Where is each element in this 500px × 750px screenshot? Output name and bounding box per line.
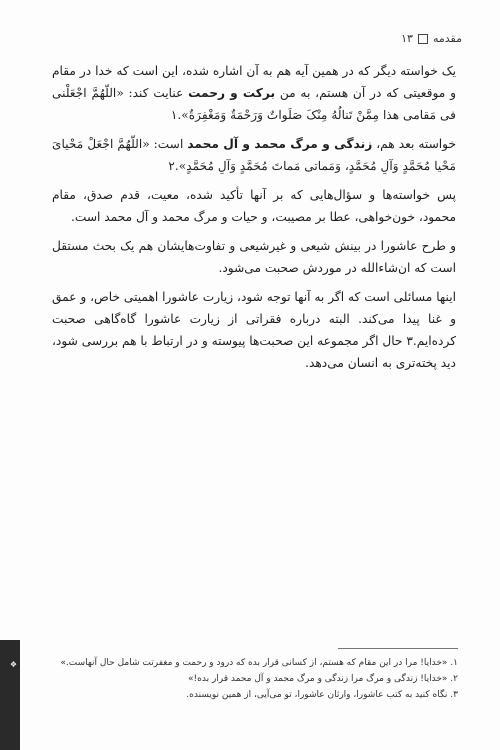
paragraph-5-text: اینها مسائلی است که اگر به آنها توجه شود، زیارت عاشورا اهمیتی خاص، و عمق و غنا پیدا می‌کند. البته درباره فقراتی از زیارت عاشورا گاه‌گاهی صحبت کرده‌ایم.۳ حال اگر مجموعه این صحبت‌ها پیوسته و در ارتباط با هم بررسی شود، دید پخته‌تری به انسان می‌دهد.	[52, 290, 456, 370]
header-square-marker	[418, 34, 428, 44]
publisher-logo-icon: ❖	[9, 660, 18, 669]
paragraph-3	[52, 184, 456, 228]
chapter-title: مقدمه	[432, 32, 462, 45]
paragraph-2-text-a: خواسته بعد هم،	[372, 137, 456, 151]
footnote-3: ۳. نگاه کنید به کتب عاشورا، وارثان عاشورا، تو می‌آیی، از همین نویسنده.	[186, 690, 458, 700]
paragraph-3-text: پس خواسته‌ها و سؤال‌هایی که بر آنها تأکید شده، معیت، قدم صدق، مقام محمود، خون‌خواهی، عطا بر مصیبت، و حیات و مرگ محمد و آل محمد است.	[52, 188, 456, 224]
body-text	[52, 60, 456, 381]
paragraph-1-text-b: عنایت کند: «اللّهُمَّ اجْعَلْنی فی مَقامی هذا مِمَّنْ تَنالُهُ مِنْکَ صَلَواتٌ وَرَحْمَةٌ وَمَغْفِرَةٌ».۱	[52, 86, 456, 122]
paragraph-2-text-b: است: «اللّهُمَّ اجْعَلْ مَحْیایَ مَحْیا مُحَمَّدٍ وَآلِ مُحَمَّدٍ، وَمَماتی مَماتَ مُحَمَّدٍ وَآلِ مُحَمَّدٍ».۲	[52, 137, 456, 173]
paragraph-1	[52, 60, 456, 126]
page-header	[401, 32, 462, 45]
paragraph-4	[52, 235, 456, 279]
footnotes	[40, 648, 458, 703]
footnote-1: ۱. «خدایا! مرا در این مقام که هستم، از کسانی قرار بده که درود و رحمت و مغفرتت شامل حال آنهاست.»	[60, 658, 458, 668]
paragraph-2-bold: زندگی و مرگ محمد و آل محمد	[187, 137, 373, 151]
paragraph-5	[52, 286, 456, 374]
page-number: ۱۳	[401, 32, 413, 45]
paragraph-1-bold: برکت و رحمت	[188, 86, 276, 100]
paragraph-2	[52, 133, 456, 177]
paragraph-1-text-a: یک خواسته دیگر که در همین آیه هم به آن اشاره شده، این است که خدا در مقام و موقعیتی که در آن هستم، به من	[52, 64, 456, 100]
publisher-logo-strip	[0, 640, 20, 750]
paragraph-4-text: و طرح عاشورا در بینش شیعی و غیرشیعی و تفاوت‌هایشان هم یک بحث مستقل است که ان‌شاءالله در موردش صحبت می‌شود.	[52, 239, 456, 275]
footnote-divider	[338, 648, 458, 649]
footnote-2: ۲. «خدایا! زندگی و مرگ مرا زندگی و مرگ محمد و آل محمد قرار بده!»	[188, 674, 458, 684]
